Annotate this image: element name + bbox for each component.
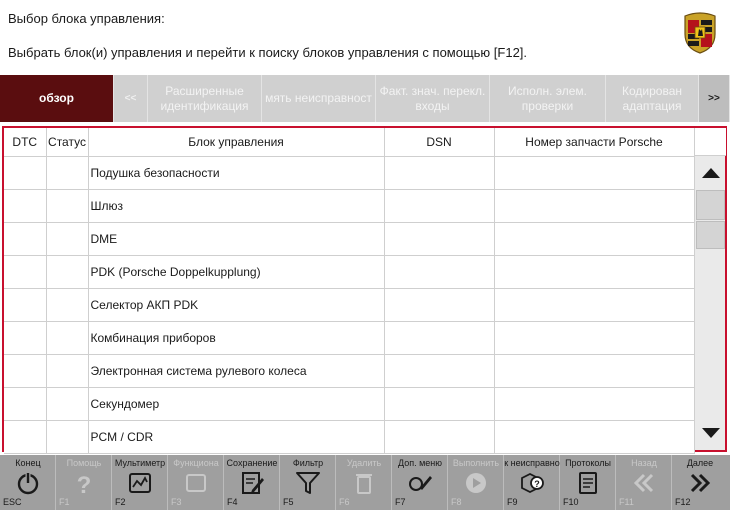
back-button-key: F11	[619, 497, 634, 507]
dtc-cell	[4, 255, 46, 288]
tab-coding-adaptation[interactable]: Кодирован адаптация	[606, 75, 699, 122]
tab-actuator-tests[interactable]: Исполн. элем. проверки	[490, 75, 606, 122]
status-cell	[46, 420, 88, 453]
table-row[interactable]	[4, 420, 694, 453]
function-button-key: F3	[171, 497, 182, 507]
control-unit-name: Электронная система рулевого колеса	[88, 354, 384, 387]
scroll-up-button[interactable]	[695, 158, 726, 188]
dtc-cell	[4, 387, 46, 420]
dsn-cell	[384, 288, 494, 321]
fault-memory-button[interactable]	[504, 455, 560, 510]
table-row[interactable]	[4, 288, 694, 321]
multimeter-button[interactable]	[112, 455, 168, 510]
back-button-label: Назад	[631, 458, 657, 468]
protocols-button-label: Протоколы	[565, 458, 611, 468]
tab-overview[interactable]: обзор	[0, 75, 114, 122]
dsn-cell	[384, 189, 494, 222]
next-button[interactable]	[672, 455, 730, 510]
tab-actual-values[interactable]: Факт. знач. перекл. входы	[376, 75, 490, 122]
execute-button-key: F8	[451, 497, 462, 507]
multimeter-icon	[126, 470, 154, 496]
column-header-part-number[interactable]: Номер запчасти Porsche	[494, 128, 694, 156]
table-row[interactable]	[4, 354, 694, 387]
protocols-button[interactable]	[560, 455, 616, 510]
control-unit-name: Секундомер	[88, 387, 384, 420]
play-icon	[462, 470, 490, 496]
multimeter-button-label: Мультиметр	[114, 458, 166, 468]
help-icon	[70, 470, 98, 496]
delete-button[interactable]	[336, 455, 392, 510]
fault-memory-button-label: к неисправно	[504, 458, 560, 468]
function-button-label: Функциона	[173, 458, 219, 468]
function-button[interactable]	[168, 455, 224, 510]
control-unit-name: Комбинация приборов	[88, 321, 384, 354]
table-row[interactable]	[4, 387, 694, 420]
control-unit-name: Подушка безопасности	[88, 156, 384, 189]
execute-button-label: Выполнить	[452, 458, 500, 468]
column-header-dsn[interactable]: DSN	[384, 128, 494, 156]
page-title: Выбор блока управления:	[8, 11, 165, 26]
control-unit-name: DME	[88, 222, 384, 255]
extra-menu-button-key: F7	[395, 497, 406, 507]
porsche-crest-logo	[683, 10, 717, 54]
column-header-status[interactable]: Статус	[46, 128, 88, 156]
part-number-cell	[494, 420, 694, 453]
control-unit-name: Шлюз	[88, 189, 384, 222]
svg-text:?: ?	[534, 479, 540, 489]
part-number-cell	[494, 354, 694, 387]
execute-button[interactable]	[448, 455, 504, 510]
dtc-cell	[4, 420, 46, 453]
help-button-key: F1	[59, 497, 70, 507]
part-number-cell	[494, 288, 694, 321]
triangle-down-icon	[702, 428, 720, 438]
exit-button-label: Конец	[15, 458, 41, 468]
status-cell	[46, 288, 88, 321]
function-key-toolbar	[0, 455, 730, 510]
dsn-cell	[384, 420, 494, 453]
triangle-up-icon	[702, 168, 720, 178]
save-button-label: Сохранение	[226, 458, 278, 468]
function-icon	[182, 470, 210, 496]
fault-memory-button-key: F9	[507, 497, 518, 507]
dsn-cell	[384, 354, 494, 387]
part-number-cell	[494, 387, 694, 420]
dsn-cell	[384, 321, 494, 354]
table-row[interactable]	[4, 255, 694, 288]
column-header-control-unit[interactable]: Блок управления	[88, 128, 384, 156]
protocols-icon	[574, 470, 602, 496]
protocols-button-key: F10	[563, 497, 579, 507]
next-icon	[686, 470, 714, 496]
dtc-cell	[4, 354, 46, 387]
save-button-key: F4	[227, 497, 238, 507]
dtc-cell	[4, 222, 46, 255]
table-row[interactable]	[4, 156, 694, 189]
help-button[interactable]	[56, 455, 112, 510]
svg-text:?: ?	[76, 472, 92, 496]
tab-scroll-right[interactable]: >>	[699, 75, 730, 122]
filter-button[interactable]	[280, 455, 336, 510]
delete-icon	[350, 470, 378, 496]
status-cell	[46, 156, 88, 189]
part-number-cell	[494, 156, 694, 189]
dsn-cell	[384, 387, 494, 420]
dtc-cell	[4, 288, 46, 321]
status-cell	[46, 189, 88, 222]
scroll-down-button[interactable]	[695, 418, 726, 448]
fault-memory-icon	[518, 470, 546, 496]
next-button-key: F12	[675, 497, 691, 507]
exit-button-key: ESC	[3, 497, 22, 507]
part-number-cell	[494, 255, 694, 288]
page-instruction: Выбрать блок(и) управления и перейти к поиску блоков управления с помощью [F12].	[8, 45, 528, 60]
control-unit-name: PDK (Porsche Doppelkupplung)	[88, 255, 384, 288]
status-cell	[46, 255, 88, 288]
scrollbar-thumb[interactable]	[696, 221, 725, 249]
part-number-cell	[494, 189, 694, 222]
header	[0, 0, 730, 75]
dtc-cell	[4, 321, 46, 354]
save-icon	[238, 470, 266, 496]
table-row[interactable]	[4, 222, 694, 255]
column-header-dtc[interactable]: DTC	[4, 128, 46, 156]
help-button-label: Помощь	[66, 458, 102, 468]
table-row[interactable]	[4, 189, 694, 222]
extra-menu-icon	[406, 470, 434, 496]
filter-button-key: F5	[283, 497, 294, 507]
scrollbar-thumb[interactable]	[696, 190, 725, 220]
exit-button[interactable]	[0, 455, 56, 510]
status-cell	[46, 321, 88, 354]
save-button[interactable]	[224, 455, 280, 510]
part-number-cell	[494, 222, 694, 255]
dsn-cell	[384, 255, 494, 288]
back-icon	[630, 470, 658, 496]
filter-icon	[294, 470, 322, 496]
tab-fault-memory[interactable]: мять неисправност	[262, 75, 376, 122]
dtc-cell	[4, 156, 46, 189]
control-unit-name: PCM / CDR	[88, 420, 384, 453]
power-icon	[14, 470, 42, 496]
filter-button-label: Фильтр	[292, 458, 324, 468]
multimeter-button-key: F2	[115, 497, 126, 507]
delete-button-key: F6	[339, 497, 350, 507]
status-cell	[46, 222, 88, 255]
extra-menu-button[interactable]	[392, 455, 448, 510]
tab-extended-identification[interactable]: Расширенные идентификация	[148, 75, 262, 122]
part-number-cell	[494, 321, 694, 354]
extra-menu-button-label: Доп. меню	[398, 458, 442, 468]
status-cell	[46, 387, 88, 420]
next-button-label: Далее	[686, 458, 714, 468]
status-cell	[46, 354, 88, 387]
dsn-cell	[384, 222, 494, 255]
control-unit-table-panel	[2, 126, 727, 452]
table-row[interactable]	[4, 321, 694, 354]
tab-bar	[0, 75, 730, 122]
tab-scroll-left[interactable]: <<	[114, 75, 148, 122]
control-unit-table	[4, 128, 695, 454]
back-button[interactable]	[616, 455, 672, 510]
delete-button-label: Удалить	[346, 458, 382, 468]
dtc-cell	[4, 189, 46, 222]
scrollbar-header	[695, 128, 726, 156]
control-unit-name: Селектор АКП PDK	[88, 288, 384, 321]
vertical-scrollbar[interactable]	[694, 128, 725, 450]
dsn-cell	[384, 156, 494, 189]
